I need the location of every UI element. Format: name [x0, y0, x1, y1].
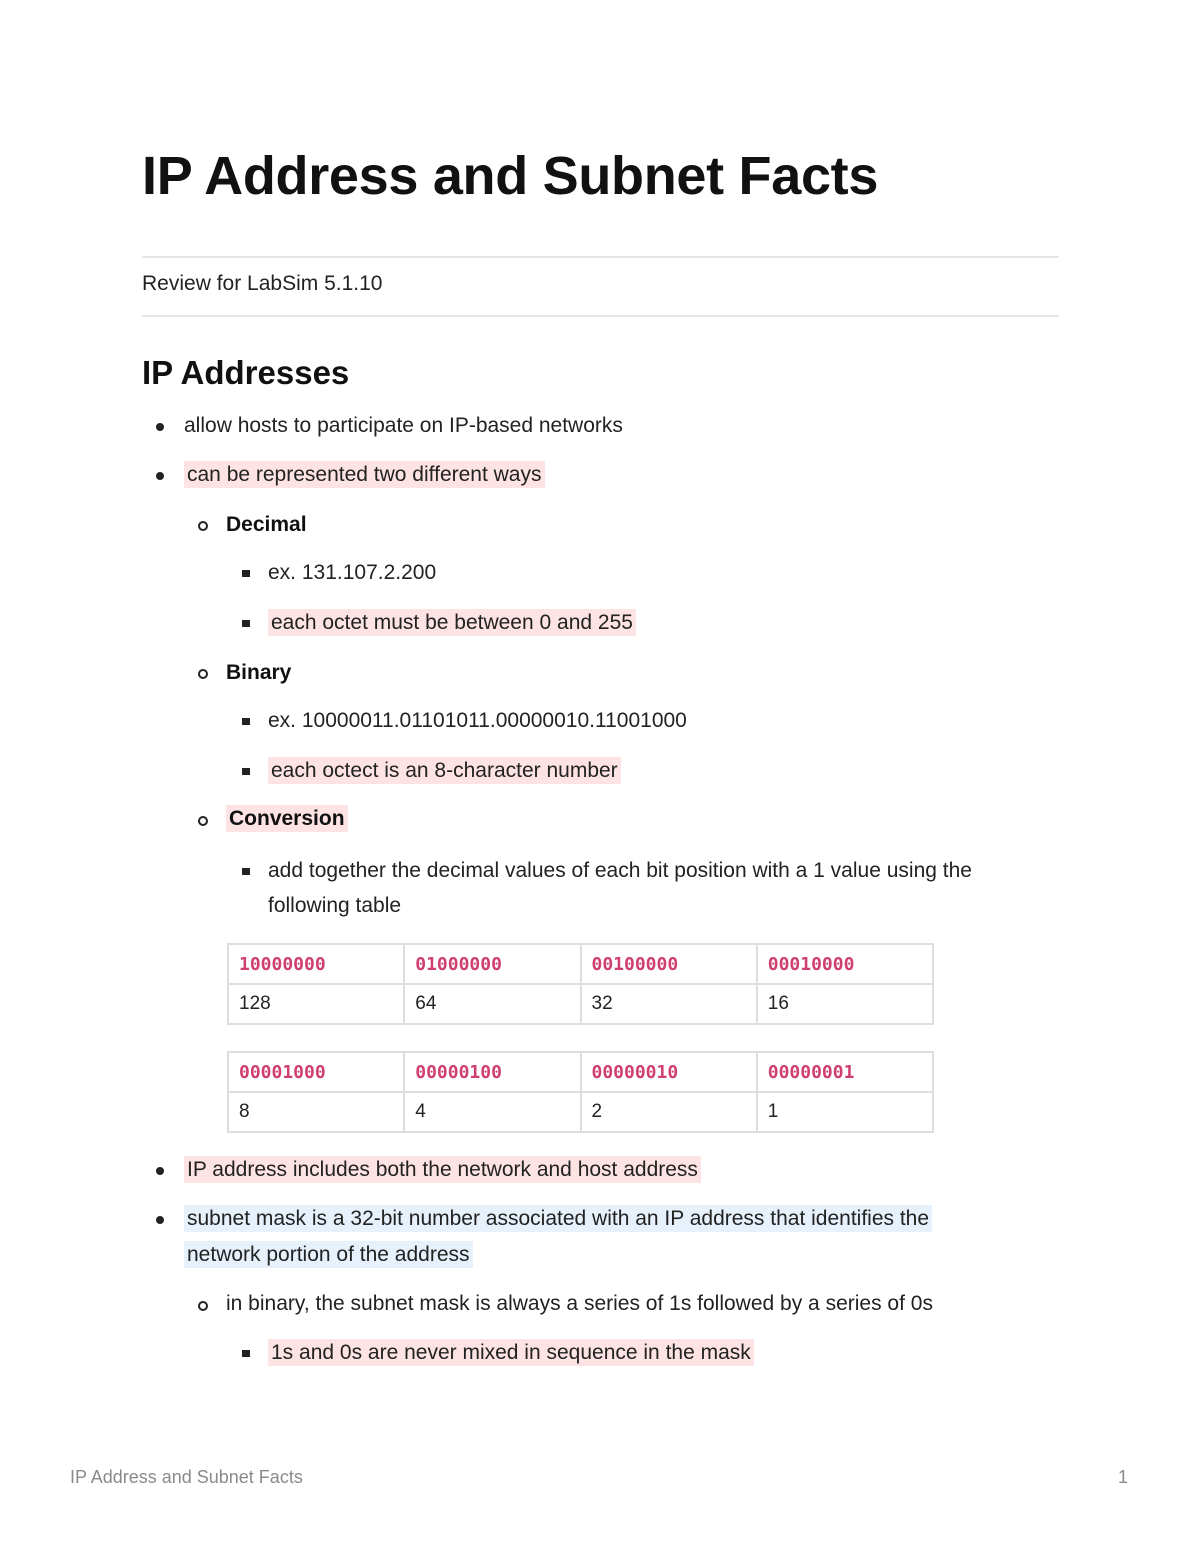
table-cell: 00001000 — [228, 1052, 404, 1092]
bullet-square — [242, 868, 250, 875]
table-cell: 01000000 — [404, 944, 580, 984]
divider — [142, 315, 1059, 317]
list-item-text: IP address includes both the network and host address — [184, 1156, 701, 1183]
bullet-circle — [198, 1301, 208, 1311]
list-item-text: subnet mask is a 32-bit number associated with an IP address that identifies the — [184, 1205, 932, 1232]
table-cell: 00000100 — [404, 1052, 580, 1092]
page-title: IP Address and Subnet Facts — [142, 146, 879, 206]
list-item-binary — [226, 655, 291, 691]
decimal-label: Decimal — [226, 513, 307, 536]
bullet-dot — [156, 423, 164, 431]
bit-value-table-1 — [227, 943, 934, 1025]
list-item-conversion — [226, 801, 348, 837]
bullet-square — [242, 768, 250, 775]
binary-example: ex. 10000011.01101011.00000010.11001000 — [268, 709, 687, 732]
list-item — [184, 1152, 701, 1188]
conversion-label: Conversion — [226, 805, 348, 832]
table-cell: 4 — [404, 1092, 580, 1132]
table-cell: 00100000 — [581, 944, 757, 984]
list-item-decimal — [226, 507, 307, 543]
bullet-circle — [198, 669, 208, 679]
table-cell: 2 — [581, 1092, 757, 1132]
footer-title: IP Address and Subnet Facts — [70, 1467, 303, 1487]
decimal-rule: each octet must be between 0 and 255 — [268, 609, 636, 636]
list-item — [184, 408, 623, 444]
section-heading: IP Addresses — [142, 354, 350, 391]
list-item-continuation — [184, 1237, 473, 1273]
conversion-desc-line2: following table — [268, 894, 402, 917]
bullet-square — [242, 718, 250, 725]
table-cell: 00000010 — [581, 1052, 757, 1092]
bullet-dot — [156, 1216, 164, 1224]
decimal-example: ex. 131.107.2.200 — [268, 561, 437, 584]
list-item-continuation — [268, 888, 401, 924]
list-item-text: 1s and 0s are never mixed in sequence in the mask — [268, 1339, 754, 1366]
list-item — [268, 703, 687, 739]
list-item — [268, 853, 972, 889]
bullet-circle — [198, 816, 208, 826]
table-cell: 00000001 — [757, 1052, 933, 1092]
table-cell: 64 — [404, 984, 580, 1024]
table-cell: 8 — [228, 1092, 404, 1132]
list-item — [268, 555, 436, 591]
list-item — [184, 457, 545, 493]
bullet-dot — [156, 472, 164, 480]
list-item — [268, 605, 636, 641]
table-cell: 16 — [757, 984, 933, 1024]
table-cell: 1 — [757, 1092, 933, 1132]
bullet-square — [242, 570, 250, 577]
list-item — [226, 1286, 933, 1322]
divider — [142, 256, 1059, 258]
list-item — [268, 1335, 754, 1371]
bullet-square — [242, 620, 250, 627]
list-item-text: can be represented two different ways — [184, 461, 545, 488]
table-cell: 00010000 — [757, 944, 933, 984]
bit-value-table-2 — [227, 1051, 934, 1133]
table-row — [228, 984, 933, 1024]
table-cell: 128 — [228, 984, 404, 1024]
table-row — [228, 1092, 933, 1132]
conversion-desc-line1: add together the decimal values of each bit position with a 1 value using the — [268, 859, 972, 882]
list-item-text: in binary, the subnet mask is always a series of 1s followed by a series of 0s — [226, 1292, 933, 1315]
bullet-dot — [156, 1167, 164, 1175]
list-item-text: network portion of the address — [184, 1241, 473, 1268]
binary-rule: each octect is an 8-character number — [268, 757, 621, 784]
table-row — [228, 944, 933, 984]
page-subtitle: Review for LabSim 5.1.10 — [142, 272, 383, 295]
list-item — [184, 1201, 932, 1237]
bullet-square — [242, 1350, 250, 1357]
list-item — [268, 753, 621, 789]
bullet-circle — [198, 521, 208, 531]
table-cell: 10000000 — [228, 944, 404, 984]
binary-label: Binary — [226, 661, 292, 684]
list-item-text: allow hosts to participate on IP-based networks — [184, 414, 623, 437]
table-row — [228, 1052, 933, 1092]
table-cell: 32 — [581, 984, 757, 1024]
page-number: 1 — [1118, 1467, 1129, 1487]
